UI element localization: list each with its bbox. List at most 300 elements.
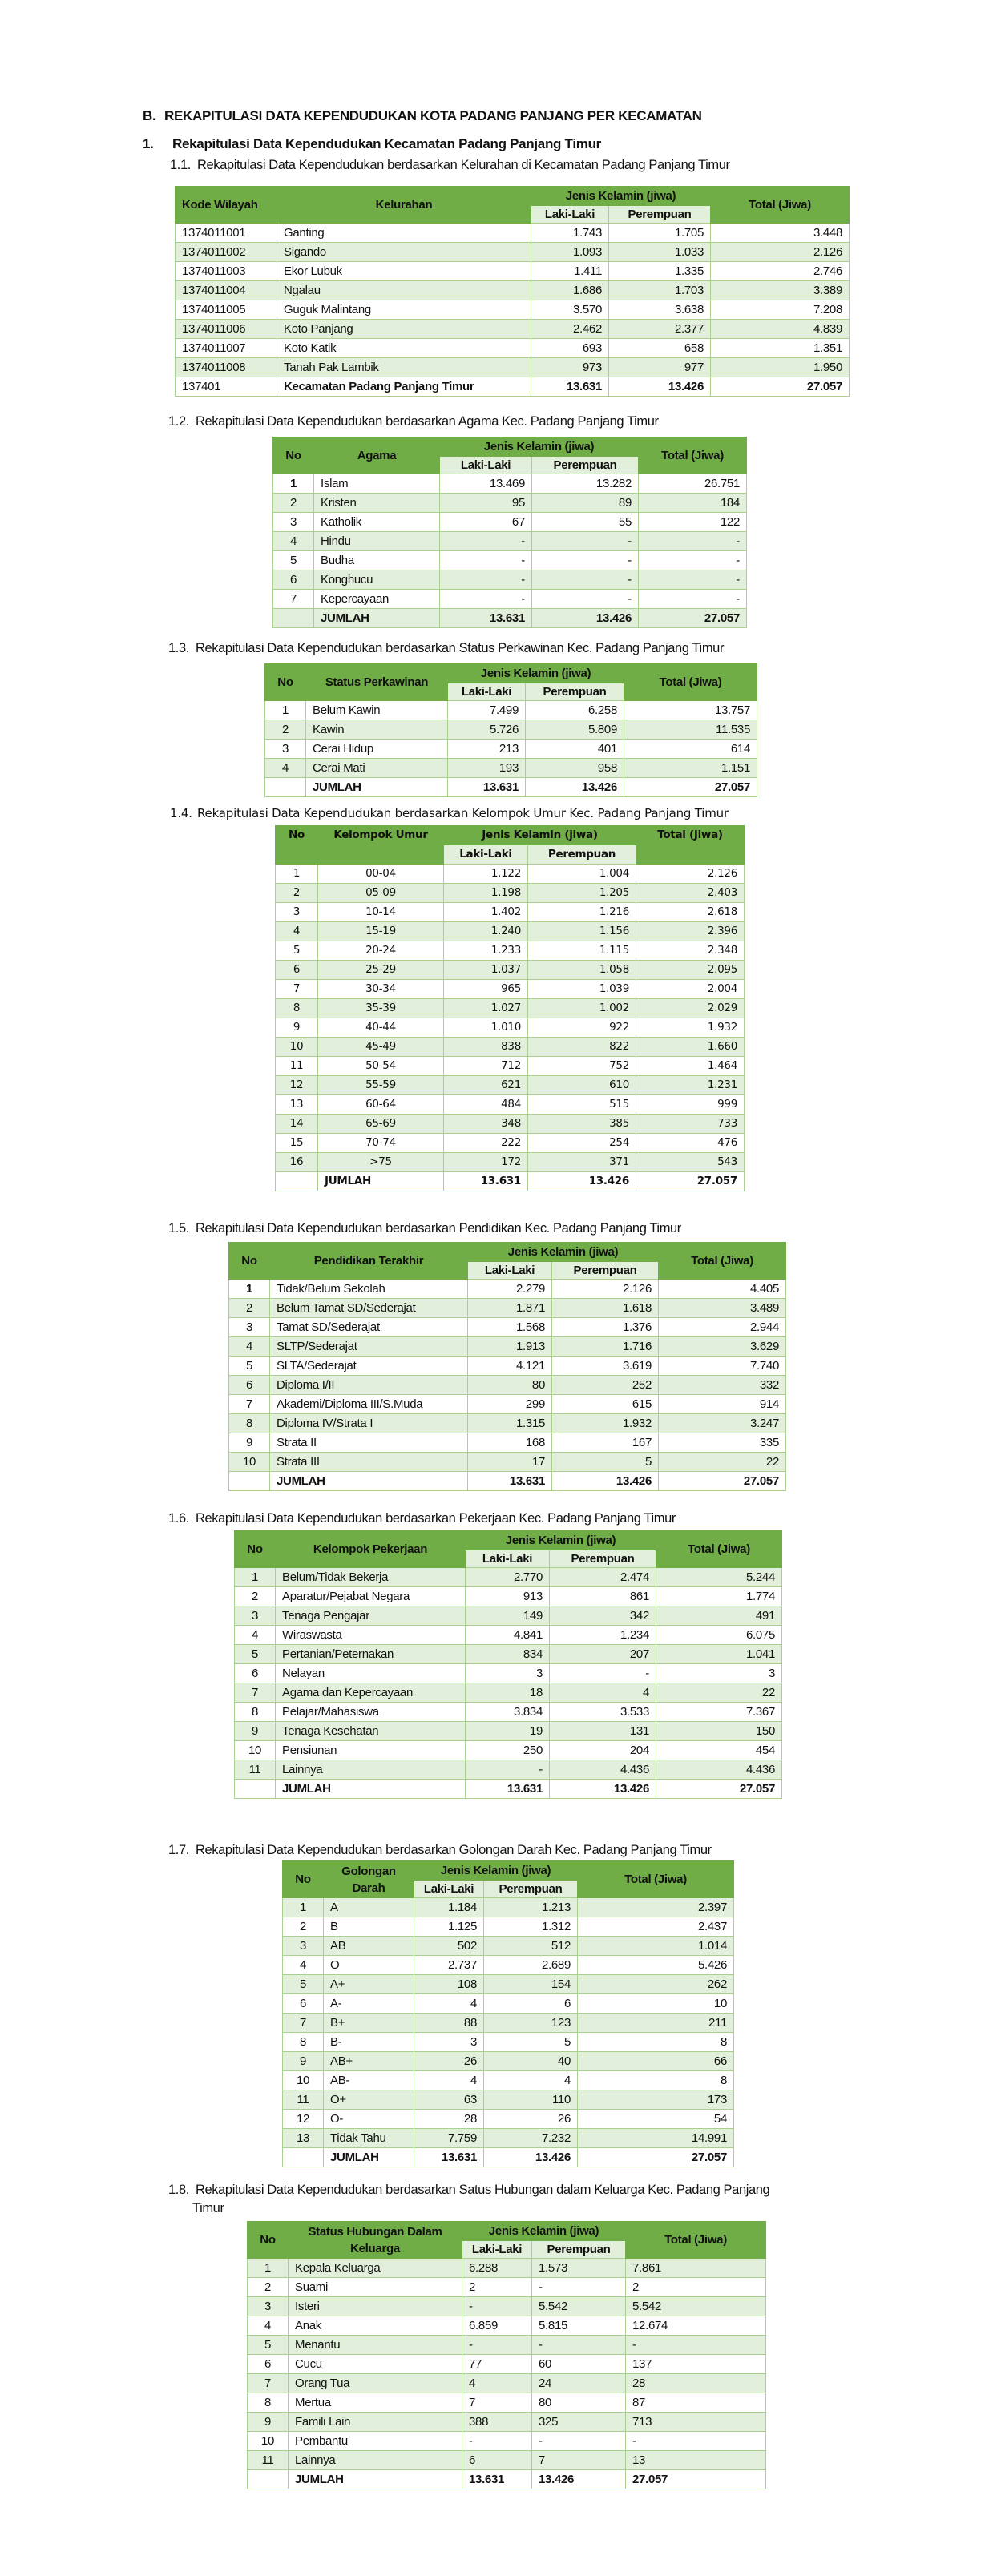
table-row <box>283 2071 734 2090</box>
cell-total: 999 <box>636 1094 745 1114</box>
cell-laki: 2.279 <box>468 1280 552 1299</box>
cell-name: SLTA/Sederajat <box>270 1357 468 1376</box>
cell-total: 335 <box>659 1433 786 1453</box>
cell-first: 7 <box>283 2014 324 2033</box>
cell-total: 211 <box>578 2014 734 2033</box>
cell-laki: 3 <box>414 2033 484 2052</box>
cell-perempuan: 1.156 <box>528 921 636 941</box>
col-header-laki: Laki-Laki <box>466 1550 550 1568</box>
cell-name: 65-69 <box>318 1114 444 1133</box>
table-row <box>235 1760 782 1780</box>
table-row <box>229 1280 786 1299</box>
cell-total: 28 <box>626 2374 766 2393</box>
cell-first: 1 <box>283 1898 324 1917</box>
cell-first: 3 <box>235 1606 276 1626</box>
cell-perempuan: - <box>532 570 639 590</box>
cell-total: 10 <box>578 1994 734 2014</box>
cell-name: 55-59 <box>318 1075 444 1094</box>
col-header-laki: Laki-Laki <box>414 1881 484 1898</box>
cell-total: 26.751 <box>639 474 747 494</box>
cell-first: 6 <box>235 1664 276 1683</box>
cell-first: 1 <box>276 864 318 883</box>
col-header-status-perkawinan: Status Perkawinan <box>306 664 448 701</box>
cell-perempuan: 342 <box>550 1606 656 1626</box>
cell-perempuan: 5.542 <box>532 2297 626 2316</box>
cell-first: 8 <box>248 2393 289 2413</box>
table-total-row <box>235 1780 782 1799</box>
cell-name: Cucu <box>289 2355 462 2374</box>
cell-total: 122 <box>639 513 747 532</box>
cell-total: 173 <box>578 2090 734 2110</box>
cell-laki: 4.121 <box>468 1357 552 1376</box>
cell-total: 14.991 <box>578 2129 734 2148</box>
cell-perempuan: 89 <box>532 494 639 513</box>
cell-laki: - <box>440 570 532 590</box>
cell-first: 1 <box>235 1568 276 1587</box>
cell-laki: 250 <box>466 1741 550 1760</box>
cell-first: 10 <box>235 1741 276 1760</box>
cell-name: Ngalau <box>277 281 531 300</box>
cell-laki: 18 <box>466 1683 550 1703</box>
cell-total: 2.437 <box>578 1917 734 1937</box>
cell-total: 3.389 <box>711 281 850 300</box>
cell-perempuan: - <box>550 1664 656 1683</box>
table-pekerjaan <box>234 1530 782 1799</box>
cell-name: Nelayan <box>276 1664 466 1683</box>
cell-first: 2 <box>276 883 318 902</box>
cell-perempuan: 254 <box>528 1133 636 1152</box>
cell-laki: 693 <box>531 339 609 358</box>
cell-perempuan: - <box>532 2432 626 2451</box>
cell-laki: 67 <box>440 513 532 532</box>
cell-laki: 838 <box>444 1037 528 1056</box>
cell-total: 2.746 <box>711 262 850 281</box>
cell-name: Katholik <box>314 513 440 532</box>
table-row <box>176 243 850 262</box>
table-row <box>276 1018 745 1037</box>
col-header-perempuan: Perempuan <box>552 1262 659 1280</box>
cell-laki: - <box>466 1760 550 1780</box>
cell-laki: 484 <box>444 1094 528 1114</box>
cell-perempuan: 2.474 <box>550 1568 656 1587</box>
table-row <box>273 551 747 570</box>
cell-total: 476 <box>636 1133 745 1152</box>
col-header-jenis-kelamin: Jenis Kelamin (jiwa) <box>466 1531 656 1550</box>
cell-laki: 621 <box>444 1075 528 1094</box>
cell-name: Wiraswasta <box>276 1626 466 1645</box>
cell-name: Isteri <box>289 2297 462 2316</box>
cell-laki: 973 <box>531 358 609 377</box>
cell-total: 2.944 <box>659 1318 786 1337</box>
cell-total: 12.674 <box>626 2316 766 2336</box>
cell-name: B+ <box>324 2014 414 2033</box>
table-row <box>235 1741 782 1760</box>
cell-total: 1.464 <box>636 1056 745 1075</box>
cell-name: 20-24 <box>318 941 444 960</box>
cell-perempuan: 13.426 <box>532 609 639 628</box>
caption-number: 1.3. <box>168 641 189 655</box>
cell-first: 5 <box>248 2336 289 2355</box>
col-header-laki: Laki-Laki <box>440 457 532 474</box>
cell-laki: - <box>462 2336 532 2355</box>
cell-name: Diploma IV/Strata I <box>270 1414 468 1433</box>
cell-name: Islam <box>314 474 440 494</box>
caption-1-3 <box>168 641 724 656</box>
col-header-kelompok-umur: Kelompok Umur <box>318 826 444 845</box>
cell-laki: 2.462 <box>531 320 609 339</box>
caption-1-4 <box>170 806 729 820</box>
cell-name: 70-74 <box>318 1133 444 1152</box>
table-status-perkawinan <box>264 663 757 797</box>
col-header-no-blank <box>276 845 318 865</box>
cell-name: Pensiunan <box>276 1741 466 1760</box>
cell-total: 3 <box>656 1664 782 1683</box>
caption-text: Rekapitulasi Data Kependudukan berdasarkan Pendidikan Kec. Padang Panjang Timur <box>196 1221 681 1236</box>
cell-perempuan: 5 <box>552 1453 659 1472</box>
table-row <box>283 2033 734 2052</box>
cell-perempuan: 4 <box>550 1683 656 1703</box>
cell-total: 27.057 <box>578 2148 734 2167</box>
table-row <box>283 2110 734 2129</box>
caption-number: 1.4. <box>170 806 192 820</box>
cell-total: 4.436 <box>656 1760 782 1780</box>
cell-name: AB- <box>324 2071 414 2090</box>
caption-number: 1.1. <box>170 158 191 172</box>
cell-first: 8 <box>229 1414 270 1433</box>
cell-total: 5.244 <box>656 1568 782 1587</box>
cell-first: 5 <box>283 1975 324 1994</box>
caption-number: 1.7. <box>168 1843 189 1857</box>
cell-laki: 7.759 <box>414 2129 484 2148</box>
cell-laki: 13.631 <box>444 1171 528 1191</box>
cell-perempuan: 13.426 <box>532 2470 626 2489</box>
cell-laki: 95 <box>440 494 532 513</box>
cell-total: 27.057 <box>636 1171 745 1191</box>
table-row <box>283 2090 734 2110</box>
cell-name: Tidak/Belum Sekolah <box>270 1280 468 1299</box>
cell-first: 3 <box>283 1937 324 1956</box>
cell-perempuan: - <box>532 2336 626 2355</box>
cell-name: Strata II <box>270 1433 468 1453</box>
cell-first: 2 <box>273 494 314 513</box>
cell-laki: 502 <box>414 1937 484 1956</box>
cell-laki: 222 <box>444 1133 528 1152</box>
col-header-perempuan: Perempuan <box>532 457 639 474</box>
cell-laki: 834 <box>466 1645 550 1664</box>
cell-perempuan: 60 <box>532 2355 626 2374</box>
cell-perempuan: - <box>532 551 639 570</box>
cell-total: 27.057 <box>624 778 757 797</box>
cell-first: 4 <box>248 2316 289 2336</box>
cell-total: 184 <box>639 494 747 513</box>
caption-1-8 <box>168 2183 769 2198</box>
table-total-row <box>276 1171 745 1191</box>
cell-name: Pembantu <box>289 2432 462 2451</box>
cell-perempuan: 5.815 <box>532 2316 626 2336</box>
cell-first: 1374011006 <box>176 320 277 339</box>
cell-first <box>273 609 314 628</box>
cell-first: 8 <box>283 2033 324 2052</box>
cell-first: 137401 <box>176 377 277 397</box>
caption-text: Rekapitulasi Data Kependudukan berdasarkan Satus Hubungan dalam Keluarga Kec. Padang Panjang <box>196 2183 770 2197</box>
cell-laki: 1.093 <box>531 243 609 262</box>
cell-laki: 3.834 <box>466 1703 550 1722</box>
col-header-agama: Agama <box>314 437 440 474</box>
col-header-total-blank <box>636 845 745 865</box>
cell-perempuan: 13.282 <box>532 474 639 494</box>
cell-name: AB <box>324 1937 414 1956</box>
cell-perempuan: 2.377 <box>609 320 711 339</box>
cell-total: 2.004 <box>636 979 745 998</box>
cell-total: 6.075 <box>656 1626 782 1645</box>
cell-name: B <box>324 1917 414 1937</box>
cell-perempuan: 401 <box>526 740 624 759</box>
caption-1-8-continued: Timur <box>192 2201 224 2215</box>
table-row <box>235 1703 782 1722</box>
cell-perempuan: 13.426 <box>609 377 711 397</box>
cell-total: 27.057 <box>656 1780 782 1799</box>
cell-name: 35-39 <box>318 998 444 1018</box>
header-line-2: Keluarga <box>350 2241 400 2256</box>
col-header-perempuan: Perempuan <box>526 683 624 701</box>
cell-total: 3.629 <box>659 1337 786 1357</box>
cell-laki: 1.871 <box>468 1299 552 1318</box>
col-header-jenis-kelamin: Jenis Kelamin (jiwa) <box>531 187 711 206</box>
cell-laki: 1.743 <box>531 224 609 243</box>
table-total-row <box>265 778 757 797</box>
cell-perempuan: 3.638 <box>609 300 711 320</box>
cell-total: 7.208 <box>711 300 850 320</box>
cell-laki: 13.631 <box>531 377 609 397</box>
col-header-hubungan <box>289 2222 462 2259</box>
cell-perempuan: 24 <box>532 2374 626 2393</box>
cell-total: - <box>639 532 747 551</box>
table-total-row <box>283 2148 734 2167</box>
cell-laki: 13.469 <box>440 474 532 494</box>
cell-perempuan: 204 <box>550 1741 656 1760</box>
table-row <box>276 1094 745 1114</box>
table-row <box>283 1937 734 1956</box>
cell-name: Kristen <box>314 494 440 513</box>
cell-perempuan: 4.436 <box>550 1760 656 1780</box>
cell-name: 05-09 <box>318 883 444 902</box>
cell-name: 50-54 <box>318 1056 444 1075</box>
cell-first: 8 <box>235 1703 276 1722</box>
cell-total: 8 <box>578 2033 734 2052</box>
cell-total: 3.247 <box>659 1414 786 1433</box>
table-row <box>276 902 745 921</box>
col-header-jenis-kelamin: Jenis Kelamin (jiwa) <box>414 1861 578 1881</box>
cell-first: 6 <box>248 2355 289 2374</box>
col-header-laki: Laki-Laki <box>444 845 528 865</box>
cell-laki: 172 <box>444 1152 528 1171</box>
cell-total: 11.535 <box>624 720 757 740</box>
caption-1-7 <box>168 1843 712 1858</box>
cell-laki: 213 <box>448 740 526 759</box>
cell-first: 2 <box>235 1587 276 1606</box>
cell-name: Pertanian/Peternakan <box>276 1645 466 1664</box>
cell-laki: 5.726 <box>448 720 526 740</box>
table-row <box>273 474 747 494</box>
cell-first: 2 <box>248 2278 289 2297</box>
table-row <box>265 720 757 740</box>
cell-perempuan: 3.533 <box>550 1703 656 1722</box>
cell-perempuan: 1.716 <box>552 1337 659 1357</box>
caption-1-5 <box>168 1221 681 1236</box>
cell-perempuan: 1.573 <box>532 2259 626 2278</box>
cell-first: 9 <box>248 2413 289 2432</box>
col-header-laki: Laki-Laki <box>468 1262 552 1280</box>
cell-laki: 1.315 <box>468 1414 552 1433</box>
cell-perempuan: 6.258 <box>526 701 624 720</box>
cell-perempuan: 167 <box>552 1433 659 1453</box>
cell-name: O <box>324 1956 414 1975</box>
cell-name: Diploma I/II <box>270 1376 468 1395</box>
cell-perempuan: 123 <box>484 2014 578 2033</box>
cell-total: 491 <box>656 1606 782 1626</box>
cell-total: 1.660 <box>636 1037 745 1056</box>
cell-perempuan: 1.335 <box>609 262 711 281</box>
cell-name: Belum Tamat SD/Sederajat <box>270 1299 468 1318</box>
cell-perempuan: 13.426 <box>526 778 624 797</box>
cell-laki: 77 <box>462 2355 532 2374</box>
table-row <box>176 224 850 243</box>
cell-first: 3 <box>273 513 314 532</box>
cell-name: O- <box>324 2110 414 2129</box>
table-row <box>176 339 850 358</box>
cell-first: 3 <box>265 740 306 759</box>
cell-laki: 348 <box>444 1114 528 1133</box>
cell-first <box>248 2470 289 2489</box>
cell-name: A- <box>324 1994 414 2014</box>
cell-first <box>235 1780 276 1799</box>
table-row <box>235 1587 782 1606</box>
col-header-no: No <box>265 664 306 701</box>
cell-total: 262 <box>578 1975 734 1994</box>
cell-laki: 1.198 <box>444 883 528 902</box>
cell-first: 5 <box>229 1357 270 1376</box>
col-header-kode: Kode Wilayah <box>176 187 277 224</box>
cell-perempuan: 252 <box>552 1376 659 1395</box>
cell-name: JUMLAH <box>306 778 448 797</box>
cell-name: 00-04 <box>318 864 444 883</box>
cell-total: 332 <box>659 1376 786 1395</box>
cell-first <box>276 1171 318 1191</box>
cell-perempuan: 1.312 <box>484 1917 578 1937</box>
cell-perempuan: 2.126 <box>552 1280 659 1299</box>
caption-text: Rekapitulasi Data Kependudukan berdasarkan Pekerjaan Kec. Padang Panjang Timur <box>196 1511 676 1526</box>
table-row <box>176 320 850 339</box>
cell-first: 11 <box>283 2090 324 2110</box>
cell-name: Kepercayaan <box>314 590 440 609</box>
col-header-golongan-darah <box>324 1861 414 1898</box>
cell-name: 25-29 <box>318 960 444 979</box>
subsection-marker: 1. <box>143 136 154 151</box>
cell-perempuan: 1.618 <box>552 1299 659 1318</box>
cell-total: 1.774 <box>656 1587 782 1606</box>
cell-name: Koto Katik <box>277 339 531 358</box>
table-row <box>176 281 850 300</box>
cell-total: 5.426 <box>578 1956 734 1975</box>
table-row <box>283 1917 734 1937</box>
cell-laki: - <box>462 2297 532 2316</box>
caption-text: Rekapitulasi Data Kependudukan berdasarkan Kelompok Umur Kec. Padang Panjang Timur <box>197 806 729 820</box>
cell-total: 13.757 <box>624 701 757 720</box>
cell-total: 1.014 <box>578 1937 734 1956</box>
cell-name: Famili Lain <box>289 2413 462 2432</box>
cell-laki: 26 <box>414 2052 484 2071</box>
cell-perempuan: 610 <box>528 1075 636 1094</box>
cell-first: 5 <box>235 1645 276 1664</box>
cell-total: 27.057 <box>711 377 850 397</box>
cell-name: Aparatur/Pejabat Negara <box>276 1587 466 1606</box>
table-row <box>229 1376 786 1395</box>
cell-first: 1374011008 <box>176 358 277 377</box>
col-header-perempuan: Perempuan <box>528 845 636 865</box>
cell-name: Kawin <box>306 720 448 740</box>
cell-first: 11 <box>235 1760 276 1780</box>
cell-laki: 4 <box>414 1994 484 2014</box>
col-header-jenis-kelamin: Jenis Kelamin (jiwa) <box>462 2222 626 2241</box>
table-row <box>265 759 757 778</box>
cell-name: AB+ <box>324 2052 414 2071</box>
cell-total: 13 <box>626 2451 766 2470</box>
cell-total: 713 <box>626 2413 766 2432</box>
cell-perempuan: 1.058 <box>528 960 636 979</box>
cell-total: 733 <box>636 1114 745 1133</box>
table-total-row <box>248 2470 766 2489</box>
col-header-no: No <box>235 1531 276 1568</box>
cell-name: Lainnya <box>276 1760 466 1780</box>
cell-total: 5.542 <box>626 2297 766 2316</box>
cell-total: 454 <box>656 1741 782 1760</box>
cell-name: Kepala Keluarga <box>289 2259 462 2278</box>
cell-first: 7 <box>235 1683 276 1703</box>
cell-first: 6 <box>276 960 318 979</box>
cell-name: JUMLAH <box>276 1780 466 1799</box>
table-row <box>265 740 757 759</box>
col-header-no: No <box>248 2222 289 2259</box>
cell-perempuan: 3.619 <box>552 1357 659 1376</box>
table-row <box>276 1037 745 1056</box>
col-header-no: No <box>273 437 314 474</box>
col-header-kelurahan: Kelurahan <box>277 187 531 224</box>
cell-total: 2.396 <box>636 921 745 941</box>
table-row <box>283 1898 734 1917</box>
cell-perempuan: 752 <box>528 1056 636 1075</box>
cell-perempuan: 1.703 <box>609 281 711 300</box>
cell-perempuan: 1.213 <box>484 1898 578 1917</box>
cell-laki: - <box>462 2432 532 2451</box>
col-header-total: Total (Jiwa) <box>639 437 747 474</box>
cell-total: 7.367 <box>656 1703 782 1722</box>
cell-total: 614 <box>624 740 757 759</box>
cell-laki: 2 <box>462 2278 532 2297</box>
cell-laki: 388 <box>462 2413 532 2432</box>
table-row <box>248 2259 766 2278</box>
cell-laki: 1.037 <box>444 960 528 979</box>
cell-first: 11 <box>248 2451 289 2470</box>
cell-first: 12 <box>283 2110 324 2129</box>
header-line-2: Darah <box>352 1881 385 1895</box>
table-row <box>283 1975 734 1994</box>
cell-perempuan: 5 <box>484 2033 578 2052</box>
cell-laki: 13.631 <box>466 1780 550 1799</box>
cell-laki: 108 <box>414 1975 484 1994</box>
table-hubungan-keluarga <box>247 2221 766 2489</box>
cell-first: 10 <box>229 1453 270 1472</box>
cell-total: 22 <box>659 1453 786 1472</box>
